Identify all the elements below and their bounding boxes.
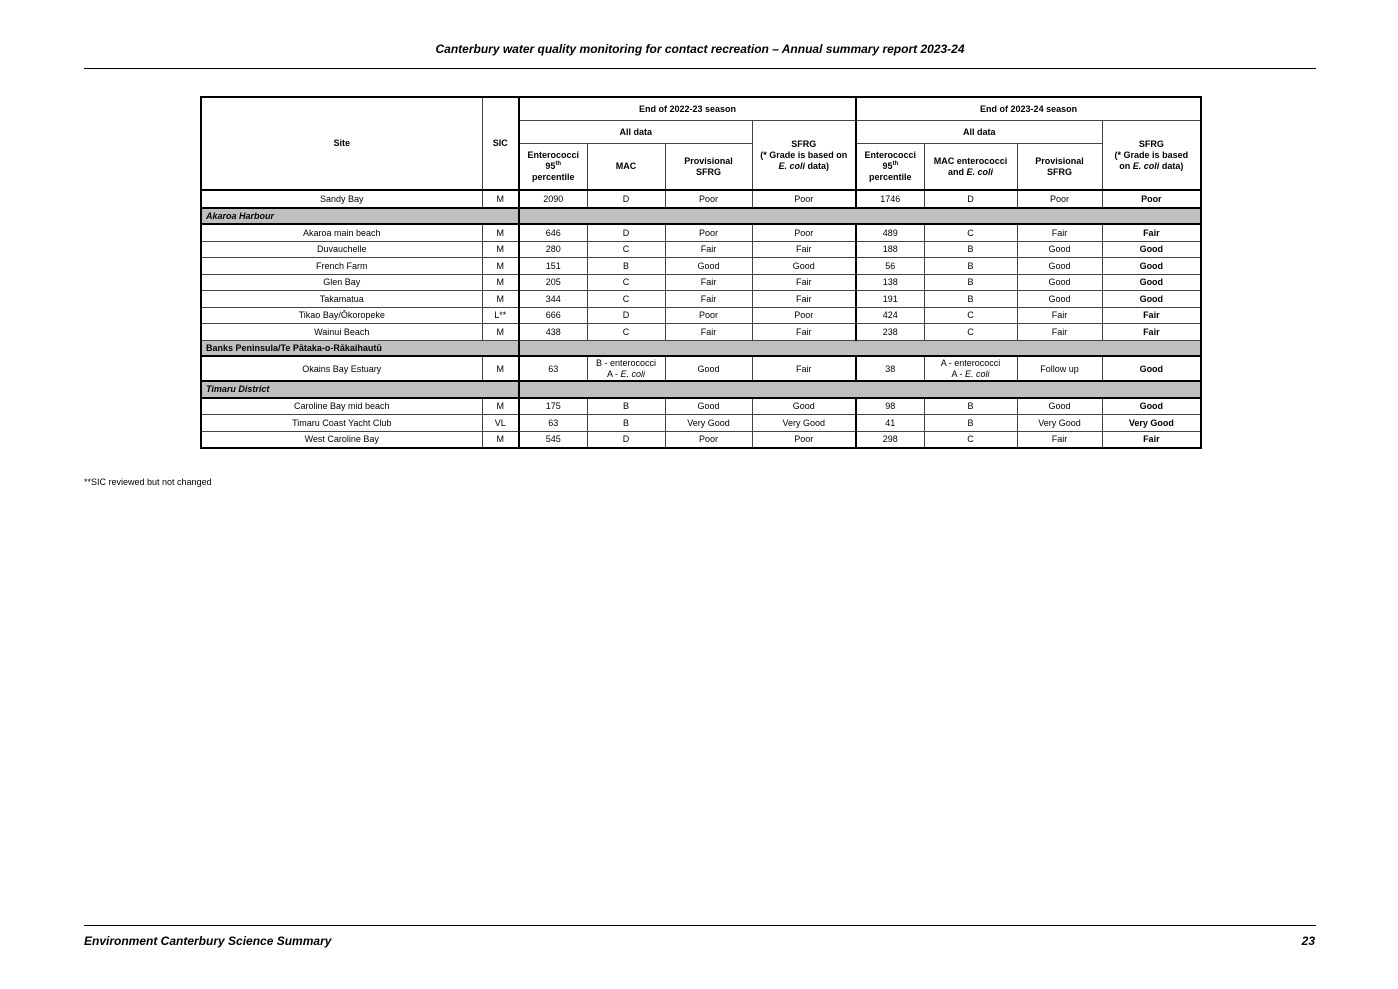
provisional-sfrg-2022-23: Poor <box>665 224 752 241</box>
mac-2023-24: C <box>924 324 1017 341</box>
provisional-sfrg-2023-24: Follow up <box>1017 356 1102 381</box>
sic-value: M <box>482 241 519 258</box>
provisional-sfrg-2022-23: Fair <box>665 241 752 258</box>
enterococci-header-2022-23: Enterococci 95th percentile <box>519 144 587 191</box>
sfrg-2023-24: Fair <box>1102 224 1201 241</box>
mac-2023-24: C <box>924 431 1017 448</box>
mac-2023-24: A - enterococci A - E. coli <box>924 356 1017 381</box>
mac-2022-23: B <box>587 398 665 415</box>
table-row <box>201 274 1201 291</box>
site-name: Wainui Beach <box>201 324 482 341</box>
site-name: Akaroa main beach <box>201 224 482 241</box>
enterococci-2023-24: 238 <box>856 324 924 341</box>
season-2022-23-header: End of 2022-23 season <box>519 97 856 121</box>
table-row <box>201 224 1201 241</box>
table-footnote: **SIC reviewed but not changed <box>84 477 212 487</box>
enterococci-2022-23: 666 <box>519 307 587 324</box>
sfrg-header-2023-24: SFRG (* Grade is based on E. coli data) <box>1102 121 1201 191</box>
group-name: Timaru District <box>201 381 519 398</box>
sic-value: M <box>482 431 519 448</box>
sfrg-2022-23: Fair <box>752 241 856 258</box>
mac-2022-23: C <box>587 274 665 291</box>
sfrg-2022-23: Fair <box>752 356 856 381</box>
provisional-sfrg-2022-23: Good <box>665 398 752 415</box>
sic-value: M <box>482 398 519 415</box>
all-data-header-2023-24: All data <box>856 121 1102 144</box>
sfrg-2022-23: Poor <box>752 224 856 241</box>
table-row <box>201 291 1201 308</box>
sic-value: VL <box>482 415 519 432</box>
table-row <box>201 356 1201 381</box>
mac-2022-23: D <box>587 224 665 241</box>
sfrg-2023-24: Fair <box>1102 307 1201 324</box>
table-row <box>201 324 1201 341</box>
mac-2022-23: B - enterococci A - E. coli <box>587 356 665 381</box>
enterococci-2022-23: 438 <box>519 324 587 341</box>
table-row <box>201 258 1201 275</box>
enterococci-2023-24: 424 <box>856 307 924 324</box>
mac-2022-23: D <box>587 190 665 208</box>
provisional-sfrg-2023-24: Fair <box>1017 324 1102 341</box>
sic-value: M <box>482 324 519 341</box>
sfrg-header-2022-23: SFRG (* Grade is based on E. coli data) <box>752 121 856 191</box>
provisional-sfrg-2022-23: Poor <box>665 190 752 208</box>
site-name: Okains Bay Estuary <box>201 356 482 381</box>
sfrg-2023-24: Poor <box>1102 190 1201 208</box>
provisional-sfrg-2023-24: Poor <box>1017 190 1102 208</box>
enterococci-header-2023-24: Enterococci 95th percentile <box>856 144 924 191</box>
mac-2023-24: C <box>924 224 1017 241</box>
enterococci-2022-23: 646 <box>519 224 587 241</box>
mac-2023-24: B <box>924 258 1017 275</box>
sfrg-2022-23: Fair <box>752 291 856 308</box>
sic-value: M <box>482 356 519 381</box>
sfrg-2023-24: Good <box>1102 274 1201 291</box>
table-row <box>201 307 1201 324</box>
mac-2022-23: C <box>587 324 665 341</box>
enterococci-2023-24: 191 <box>856 291 924 308</box>
provisional-sfrg-2022-23: Very Good <box>665 415 752 432</box>
sic-value: M <box>482 258 519 275</box>
mac-2022-23: B <box>587 258 665 275</box>
site-name: Sandy Bay <box>201 190 482 208</box>
enterococci-2023-24: 56 <box>856 258 924 275</box>
enterococci-2023-24: 1746 <box>856 190 924 208</box>
table-row <box>201 415 1201 432</box>
group-name: Banks Peninsula/Te Pātaka-o-Rākaihautū <box>201 340 519 356</box>
sfrg-2023-24: Good <box>1102 356 1201 381</box>
provisional-sfrg-2023-24: Fair <box>1017 224 1102 241</box>
sfrg-2022-23: Poor <box>752 307 856 324</box>
provisional-sfrg-2022-23: Poor <box>665 431 752 448</box>
provisional-sfrg-2022-23: Fair <box>665 274 752 291</box>
provisional-sfrg-2023-24: Good <box>1017 241 1102 258</box>
report-header-title: Canterbury water quality monitoring for contact recreation – Annual summary report 2023-24 <box>435 42 965 56</box>
site-name: West Caroline Bay <box>201 431 482 448</box>
provisional-sfrg-2022-23: Good <box>665 258 752 275</box>
table-row <box>201 190 1201 208</box>
provisional-sfrg-2022-23: Good <box>665 356 752 381</box>
enterococci-2022-23: 151 <box>519 258 587 275</box>
provisional-sfrg-2023-24: Good <box>1017 398 1102 415</box>
enterococci-2023-24: 489 <box>856 224 924 241</box>
mac-2023-24: D <box>924 190 1017 208</box>
enterococci-2022-23: 344 <box>519 291 587 308</box>
sfrg-2023-24: Good <box>1102 258 1201 275</box>
enterococci-2022-23: 545 <box>519 431 587 448</box>
footer-rule <box>84 925 1316 926</box>
site-name: Caroline Bay mid beach <box>201 398 482 415</box>
enterococci-2022-23: 205 <box>519 274 587 291</box>
provisional-sfrg-2022-23: Poor <box>665 307 752 324</box>
mac-2022-23: D <box>587 431 665 448</box>
header-rule <box>84 68 1316 69</box>
sfrg-2022-23: Fair <box>752 274 856 291</box>
sic-value: M <box>482 291 519 308</box>
mac-2023-24: C <box>924 307 1017 324</box>
mac-header-2022-23: MAC <box>587 144 665 191</box>
site-name: Duvauchelle <box>201 241 482 258</box>
page-number: 23 <box>1301 934 1315 948</box>
sfrg-2023-24: Good <box>1102 241 1201 258</box>
provisional-sfrg-2022-23: Fair <box>665 291 752 308</box>
mac-2023-24: B <box>924 398 1017 415</box>
enterococci-2022-23: 63 <box>519 356 587 381</box>
mac-2022-23: B <box>587 415 665 432</box>
sfrg-2023-24: Fair <box>1102 431 1201 448</box>
enterococci-2023-24: 188 <box>856 241 924 258</box>
enterococci-2022-23: 63 <box>519 415 587 432</box>
all-data-header-2022-23: All data <box>519 121 752 144</box>
table-row <box>201 398 1201 415</box>
enterococci-2022-23: 2090 <box>519 190 587 208</box>
sic-value: M <box>482 190 519 208</box>
enterococci-2023-24: 38 <box>856 356 924 381</box>
provisional-sfrg-2023-24: Fair <box>1017 307 1102 324</box>
sfrg-2022-23: Very Good <box>752 415 856 432</box>
enterococci-2023-24: 298 <box>856 431 924 448</box>
sfrg-2022-23: Good <box>752 258 856 275</box>
enterococci-2023-24: 41 <box>856 415 924 432</box>
provisional-sfrg-header-2022-23: Provisional SFRG <box>665 144 752 191</box>
site-column-header: Site <box>201 97 482 190</box>
sic-value: M <box>482 274 519 291</box>
mac-2022-23: C <box>587 241 665 258</box>
site-name: French Farm <box>201 258 482 275</box>
sfrg-2023-24: Fair <box>1102 324 1201 341</box>
site-name: Tikao Bay/Ōkoropeke <box>201 307 482 324</box>
sfrg-2023-24: Good <box>1102 291 1201 308</box>
sfrg-2023-24: Good <box>1102 398 1201 415</box>
sic-value: L** <box>482 307 519 324</box>
group-name: Akaroa Harbour <box>201 208 519 225</box>
provisional-sfrg-2023-24: Fair <box>1017 431 1102 448</box>
season-2023-24-header: End of 2023-24 season <box>856 97 1201 121</box>
provisional-sfrg-2023-24: Very Good <box>1017 415 1102 432</box>
sfrg-2023-24: Very Good <box>1102 415 1201 432</box>
sic-value: M <box>482 224 519 241</box>
sfrg-2022-23: Poor <box>752 190 856 208</box>
enterococci-2023-24: 98 <box>856 398 924 415</box>
mac-2022-23: C <box>587 291 665 308</box>
site-name: Timaru Coast Yacht Club <box>201 415 482 432</box>
site-name: Glen Bay <box>201 274 482 291</box>
table-row <box>201 241 1201 258</box>
group-header-row <box>201 381 1201 398</box>
group-header-row <box>201 208 1201 225</box>
sfrg-2022-23: Poor <box>752 431 856 448</box>
group-header-row <box>201 340 1201 356</box>
enterococci-2023-24: 138 <box>856 274 924 291</box>
mac-2023-24: B <box>924 415 1017 432</box>
footer-publication-name: Environment Canterbury Science Summary <box>84 934 332 948</box>
provisional-sfrg-2023-24: Good <box>1017 291 1102 308</box>
sfrg-2022-23: Good <box>752 398 856 415</box>
mac-2022-23: D <box>587 307 665 324</box>
mac-header-2023-24: MAC enterococci and E. coli <box>924 144 1017 191</box>
enterococci-2022-23: 280 <box>519 241 587 258</box>
mac-2023-24: B <box>924 241 1017 258</box>
provisional-sfrg-2023-24: Good <box>1017 258 1102 275</box>
mac-2023-24: B <box>924 291 1017 308</box>
sic-column-header: SIC <box>482 97 519 190</box>
sfrg-2022-23: Fair <box>752 324 856 341</box>
water-quality-grades-table <box>200 96 1202 449</box>
provisional-sfrg-2023-24: Good <box>1017 274 1102 291</box>
enterococci-2022-23: 175 <box>519 398 587 415</box>
mac-2023-24: B <box>924 274 1017 291</box>
provisional-sfrg-2022-23: Fair <box>665 324 752 341</box>
provisional-sfrg-header-2023-24: Provisional SFRG <box>1017 144 1102 191</box>
site-name: Takamatua <box>201 291 482 308</box>
table-row <box>201 431 1201 448</box>
